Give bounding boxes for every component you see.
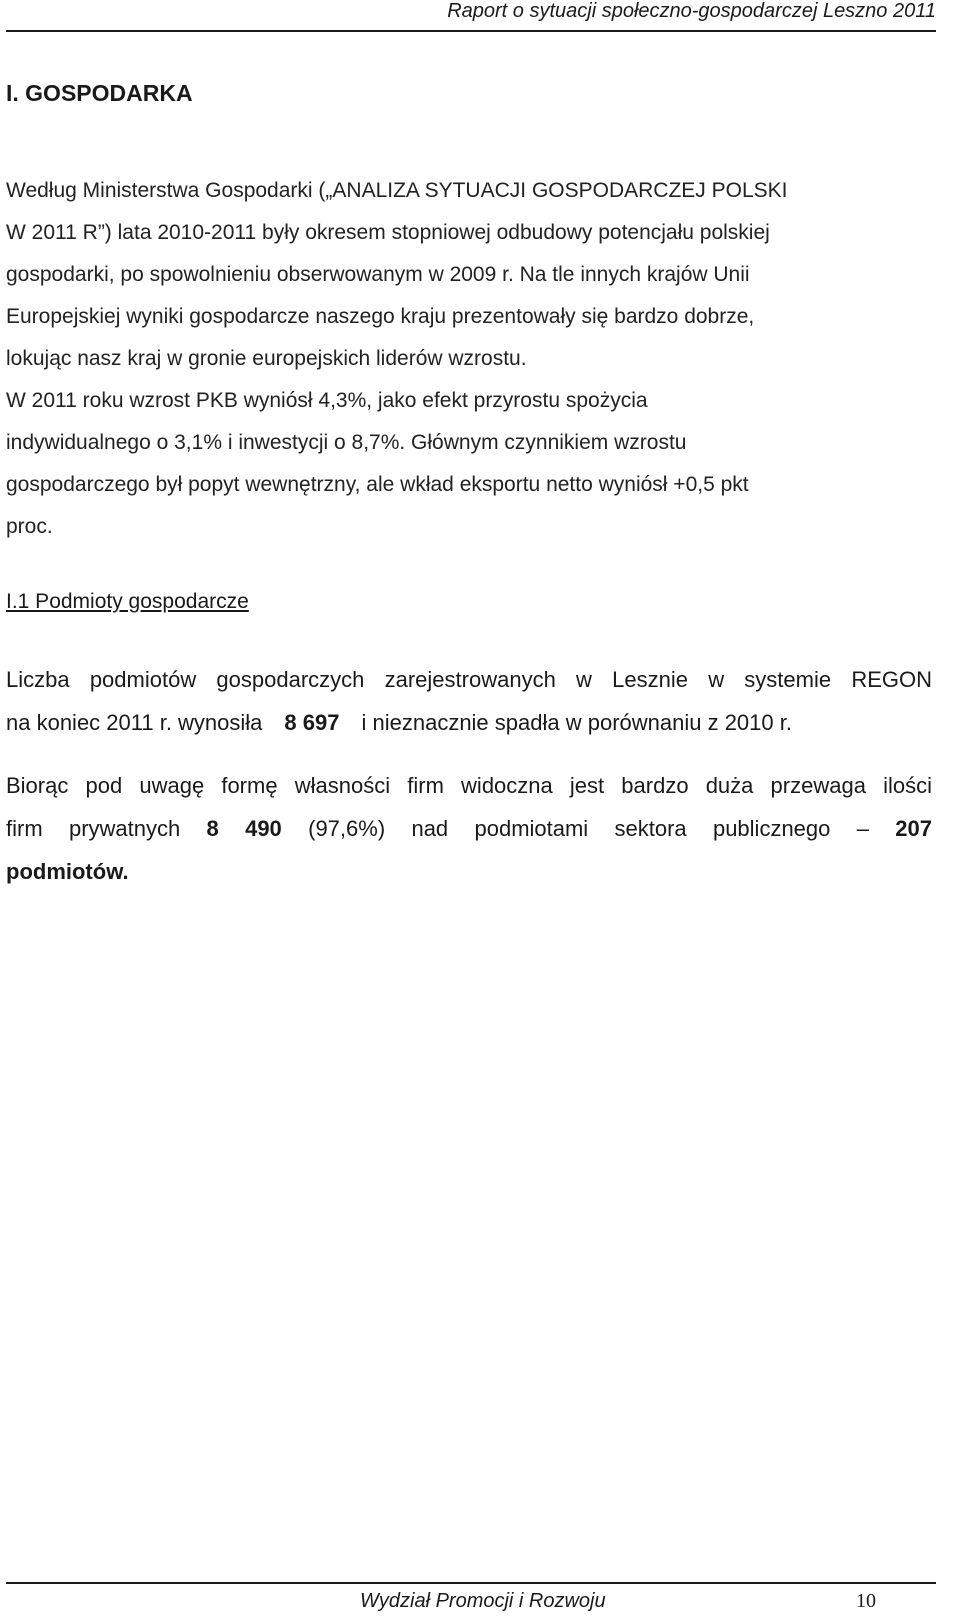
page-number: 10 — [856, 1590, 876, 1612]
paragraph-line: Liczba podmiotów gospodarczych zarejestrowanych w Lesznie w systemie REGON — [6, 667, 932, 692]
paragraph-line — [6, 701, 932, 744]
paragraph-line: gospodarki, po spowolnieniu obserwowanym w 2009 r. Na tle innych krajów Unii — [6, 263, 750, 286]
report-header-title: Raport o sytuacji społeczno-gospodarczej Leszno 2011 — [447, 0, 936, 22]
paragraph-line: podmiotów. — [6, 859, 129, 884]
paragraph-line: Biorąc pod uwagę formę własności firm widoczna jest bardzo duża przewaga ilości — [6, 773, 932, 798]
paragraph-line: lokując nasz kraj w gronie europejskich liderów wzrostu. — [6, 347, 527, 370]
header-divider — [6, 30, 936, 32]
ownership-paragraph — [6, 764, 932, 893]
ownership-text-before: firm prywatnych — [6, 816, 181, 841]
regon-paragraph — [6, 658, 932, 744]
footer-divider — [6, 1582, 936, 1584]
paragraph-line: gospodarczego był popyt wewnętrzny, ale wkład eksportu netto wyniósł +0,5 pkt — [6, 473, 749, 496]
paragraph-line: proc. — [6, 515, 53, 538]
paragraph-line: indywidualnego o 3,1% i inwestycji o 8,7%. Głównym czynnikiem wzrostu — [6, 431, 687, 454]
paragraph-line: Europejskiej wyniki gospodarcze naszego kraju prezentowały się bardzo dobrze, — [6, 305, 755, 328]
paragraph-line — [6, 807, 932, 850]
ownership-text-middle: (97,6%) nad podmiotami sektora publicznego – — [308, 816, 869, 841]
intro-paragraph — [6, 170, 932, 548]
footer-department: Wydział Promocji i Rozwoju — [360, 1590, 606, 1612]
regon-text-before: na koniec 2011 r. wynosiła — [6, 710, 263, 735]
paragraph-line: Według Ministerstwa Gospodarki („ANALIZA SYTUACJI GOSPODARCZEJ POLSKI — [6, 179, 788, 202]
subsection-heading: I.1 Podmioty gospodarcze — [6, 590, 249, 613]
regon-text-after: i nieznacznie spadła w porównaniu z 2010 r. — [361, 710, 792, 735]
paragraph-line: W 2011 roku wzrost PKB wyniósł 4,3%, jako efekt przyrostu spożycia — [6, 389, 648, 412]
paragraph-line: W 2011 R”) lata 2010-2011 były okresem stopniowej odbudowy potencjału polskiej — [6, 221, 770, 244]
public-count: 207 — [895, 816, 932, 841]
regon-count: 8 697 — [284, 710, 340, 735]
private-count: 8 490 — [206, 816, 282, 841]
section-heading: I. GOSPODARKA — [6, 80, 193, 106]
